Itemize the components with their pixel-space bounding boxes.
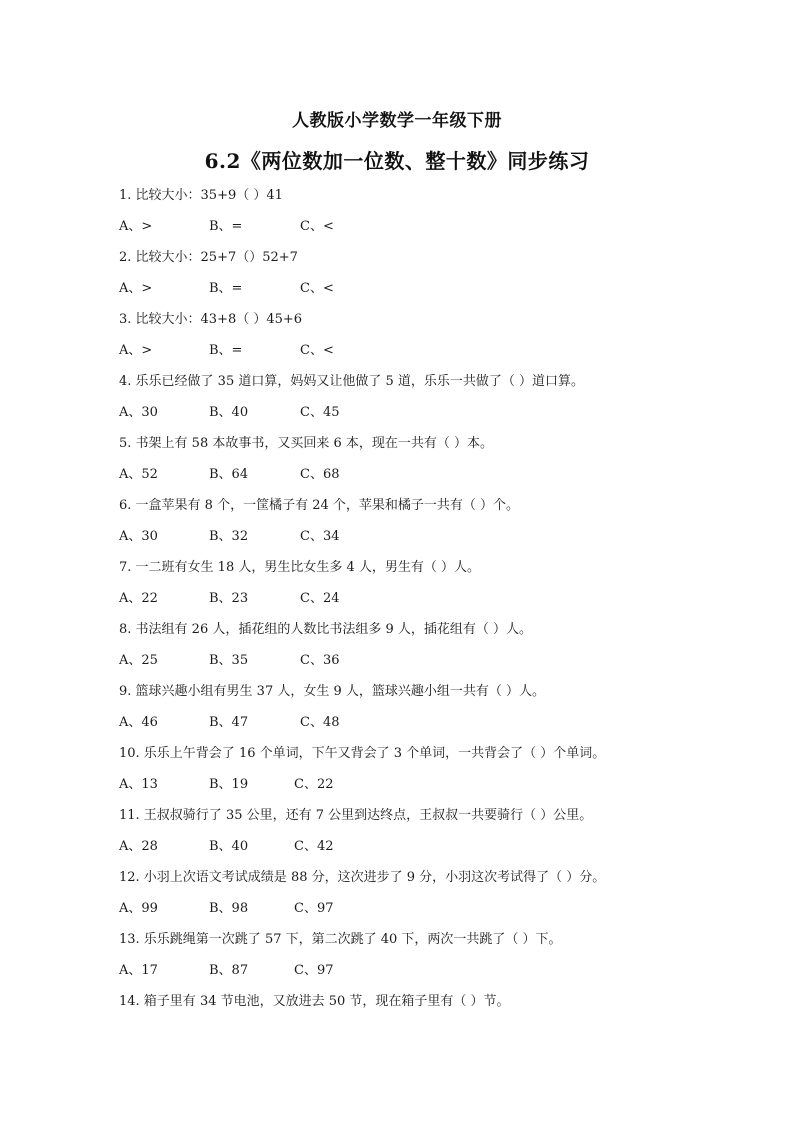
- question-stem: 3. 比较大小：43+8（ ）45+6: [119, 312, 303, 327]
- question-stem: 6. 一盒苹果有 8 个，一筐橘子有 24 个，苹果和橘子一共有（ ）个。: [119, 498, 520, 513]
- question-13: [119, 930, 739, 992]
- option-b: B、=: [209, 219, 243, 234]
- option-a: A、>: [119, 219, 153, 234]
- option-b: B、64: [209, 467, 249, 482]
- option-b: B、19: [209, 777, 249, 792]
- option-c: C、97: [294, 901, 334, 916]
- question-9: [119, 682, 739, 744]
- option-row: [119, 899, 519, 919]
- question-7: [119, 558, 739, 620]
- option-a: A、52: [119, 467, 158, 482]
- option-row: [119, 961, 519, 981]
- option-row: [119, 403, 519, 423]
- question-stem: 4. 乐乐已经做了 35 道口算，妈妈又让他做了 5 道，乐乐一共做了（ ）道口算。: [119, 374, 585, 389]
- question-1: [119, 186, 739, 248]
- question-stem: 2. 比较大小：25+7（）52+7: [119, 250, 298, 265]
- question-stem: 8. 书法组有 26 人，插花组的人数比书法组多 9 人，插花组有（ ）人。: [119, 622, 533, 637]
- question-stem: 7. 一二班有女生 18 人，男生比女生多 4 人，男生有（ ）人。: [119, 560, 481, 575]
- option-b: B、=: [209, 343, 243, 358]
- question-4: [119, 372, 739, 434]
- option-b: B、32: [209, 529, 249, 544]
- option-a: A、30: [119, 405, 158, 420]
- option-c: C、48: [300, 715, 340, 730]
- question-8: [119, 620, 739, 682]
- question-stem: 11. 王叔叔骑行了 35 公里，还有 7 公里到达终点，王叔叔一共要骑行（ ）公里。: [119, 808, 593, 823]
- option-c: C、42: [294, 839, 334, 854]
- question-6: [119, 496, 739, 558]
- question-5: [119, 434, 739, 496]
- option-c: C、<: [300, 281, 334, 296]
- question-11: [119, 806, 739, 868]
- option-a: A、>: [119, 281, 153, 296]
- option-b: B、35: [209, 653, 249, 668]
- page-title: 人教版小学数学一年级下册: [292, 111, 502, 131]
- option-row: [119, 713, 519, 733]
- option-row: [119, 217, 519, 237]
- question-stem: 9. 篮球兴趣小组有男生 37 人，女生 9 人，篮球兴趣小组一共有（ ）人。: [119, 684, 546, 699]
- page-subtitle: 6.2《两位数加一位数、整十数》同步练习: [204, 149, 590, 173]
- option-row: [119, 651, 519, 671]
- question-2: [119, 248, 739, 310]
- option-c: C、<: [300, 219, 334, 234]
- question-stem: 10. 乐乐上午背会了 16 个单词，下午又背会了 3 个单词，一共背会了（ ）个单词。: [119, 746, 606, 761]
- question-14: [119, 992, 739, 1054]
- question-3: [119, 310, 739, 372]
- option-c: C、24: [300, 591, 340, 606]
- option-a: A、22: [119, 591, 158, 606]
- option-a: A、28: [119, 839, 158, 854]
- question-stem: 12. 小羽上次语文考试成绩是 88 分，这次进步了 9 分，小羽这次考试得了（ ）分。: [119, 870, 606, 885]
- option-a: A、17: [119, 963, 158, 978]
- option-a: A、>: [119, 343, 153, 358]
- question-stem: 1. 比较大小：35+9（ ）41: [119, 188, 283, 203]
- question-stem: 5. 书架上有 58 本故事书，又买回来 6 本，现在一共有（ ）本。: [119, 436, 494, 451]
- option-a: A、46: [119, 715, 158, 730]
- question-10: [119, 744, 739, 806]
- option-a: A、25: [119, 653, 158, 668]
- option-row: [119, 279, 519, 299]
- option-b: B、87: [209, 963, 249, 978]
- option-row: [119, 341, 519, 361]
- option-c: C、<: [300, 343, 334, 358]
- question-list: [119, 186, 739, 1054]
- option-row: [119, 775, 519, 795]
- option-b: B、=: [209, 281, 243, 296]
- option-c: C、97: [294, 963, 334, 978]
- option-b: B、40: [209, 839, 249, 854]
- option-c: C、45: [300, 405, 340, 420]
- option-c: C、68: [300, 467, 340, 482]
- option-b: B、47: [209, 715, 249, 730]
- option-a: A、99: [119, 901, 158, 916]
- option-a: A、30: [119, 529, 158, 544]
- option-c: C、36: [300, 653, 340, 668]
- question-12: [119, 868, 739, 930]
- option-c: C、22: [294, 777, 334, 792]
- option-b: B、98: [209, 901, 249, 916]
- question-stem: 13. 乐乐跳绳第一次跳了 57 下，第二次跳了 40 下，两次一共跳了（ ）下。: [119, 932, 562, 947]
- option-row: [119, 589, 519, 609]
- option-b: B、40: [209, 405, 249, 420]
- option-row: [119, 837, 519, 857]
- option-a: A、13: [119, 777, 158, 792]
- option-row: [119, 465, 519, 485]
- option-row: [119, 527, 519, 547]
- option-b: B、23: [209, 591, 249, 606]
- question-stem: 14. 箱子里有 34 节电池，又放进去 50 节，现在箱子里有（ ）节。: [119, 994, 510, 1009]
- option-c: C、34: [300, 529, 340, 544]
